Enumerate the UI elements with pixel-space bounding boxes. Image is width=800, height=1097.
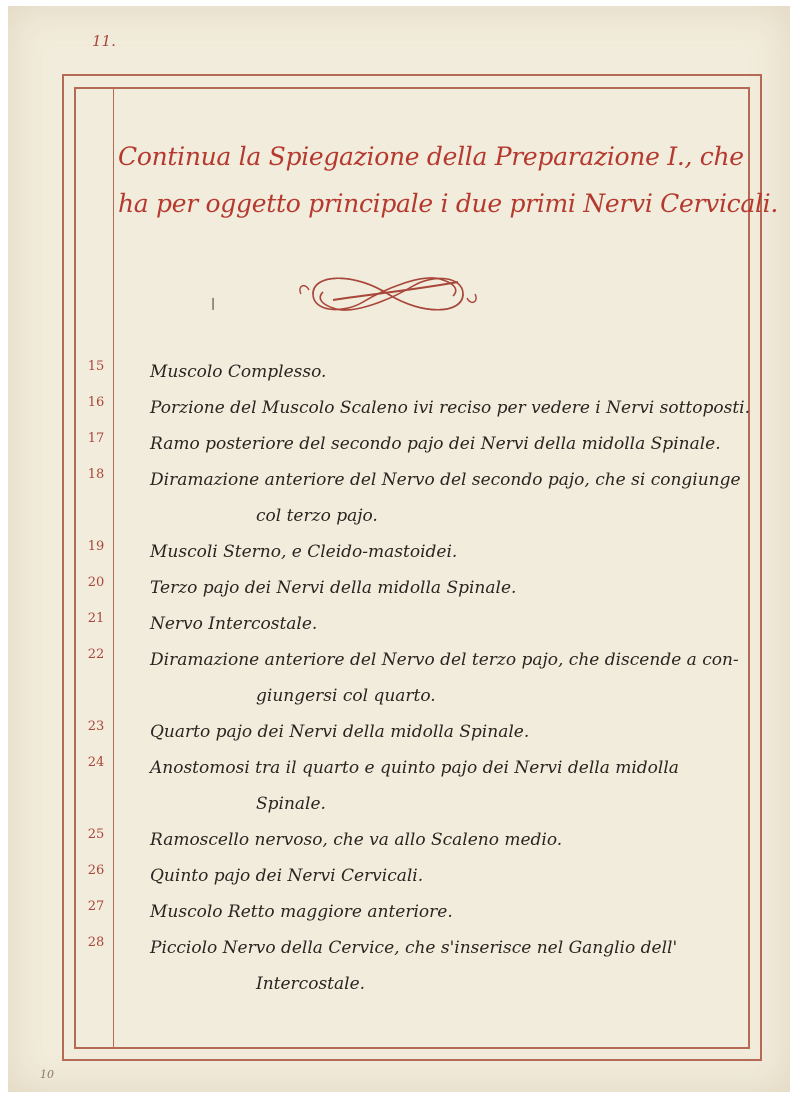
entry-text: Muscolo Retto maggiore anteriore. bbox=[150, 902, 453, 922]
entry-continuation: Intercostale. bbox=[256, 974, 366, 994]
entry-text: Muscoli Sterno, e Cleido-mastoidei. bbox=[150, 542, 458, 562]
entry-number: 23 bbox=[87, 719, 105, 734]
title-line-2: ha per oggetto principale i due primi Nervi Cervicali. bbox=[118, 189, 778, 218]
entry-number: 24 bbox=[87, 755, 105, 770]
entry-number: 18 bbox=[87, 467, 105, 482]
corner-mark: 10 bbox=[40, 1068, 54, 1081]
entry-number: 28 bbox=[87, 935, 105, 950]
ink-mark: ❘ bbox=[208, 296, 219, 310]
entry-number: 27 bbox=[87, 899, 105, 914]
entry-number: 21 bbox=[87, 611, 105, 626]
entry-number: 17 bbox=[87, 431, 105, 446]
entry-number: 25 bbox=[87, 827, 105, 842]
entry-number: 15 bbox=[87, 359, 105, 374]
entry-text: Anostomosi tra il quarto e quinto pajo dei Nervi della midolla bbox=[150, 758, 679, 778]
entry-text: Picciolo Nervo della Cervice, che s'inserisce nel Ganglio dell' bbox=[150, 938, 678, 958]
entry-number: 20 bbox=[87, 575, 105, 590]
entry-text: Ramoscello nervoso, che va allo Scaleno medio. bbox=[150, 830, 563, 850]
page-number: 11. bbox=[92, 32, 116, 50]
entry-text: Porzione del Muscolo Scaleno ivi reciso per vedere i Nervi sottoposti. bbox=[150, 398, 751, 418]
entry-number: 26 bbox=[87, 863, 105, 878]
entry-text: Diramazione anteriore del Nervo del terzo pajo, che discende a con- bbox=[150, 650, 739, 670]
entry-number: 16 bbox=[87, 395, 105, 410]
entry-continuation: col terzo pajo. bbox=[256, 506, 378, 526]
manuscript-page bbox=[8, 6, 790, 1092]
entry-text: Quinto pajo dei Nervi Cervicali. bbox=[150, 866, 424, 886]
entry-text: Nervo Intercostale. bbox=[150, 614, 318, 634]
entry-number: 19 bbox=[87, 539, 105, 554]
entry-text: Diramazione anteriore del Nervo del secondo pajo, che si congiunge bbox=[150, 470, 741, 490]
page-title bbox=[118, 133, 778, 227]
entry-number: 22 bbox=[87, 647, 105, 662]
entry-text: Terzo pajo dei Nervi della midolla Spinale. bbox=[150, 578, 517, 598]
flourish-ornament bbox=[293, 264, 483, 324]
entry-continuation: giungersi col quarto. bbox=[256, 686, 436, 706]
entry-continuation: Spinale. bbox=[256, 794, 326, 814]
title-line-1: Continua la Spiegazione della Preparazione I., che bbox=[118, 142, 744, 171]
entry-text: Ramo posteriore del secondo pajo dei Nervi della midolla Spinale. bbox=[150, 434, 721, 454]
entry-text: Muscolo Complesso. bbox=[150, 362, 327, 382]
entry-text: Quarto pajo dei Nervi della midolla Spinale. bbox=[150, 722, 530, 742]
